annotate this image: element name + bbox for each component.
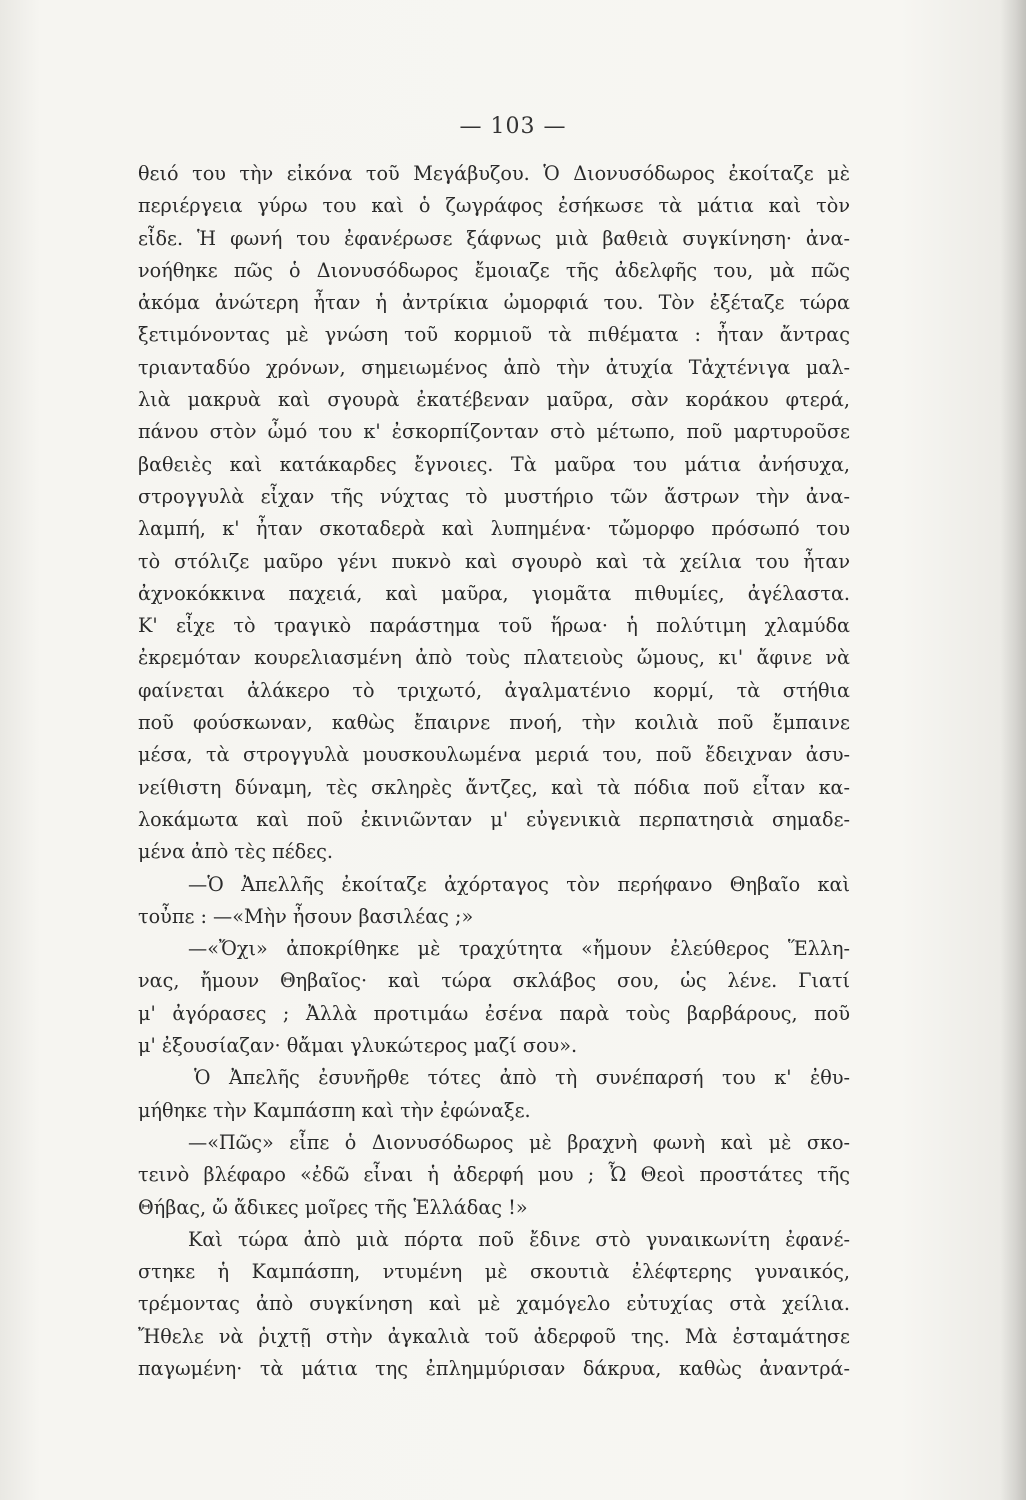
text-line: Ὁ Ἀπελῆς ἐσυνῆρθε τότες ἀπὸ τὴ συνέπαρσή του κ' ἐθυ- — [194, 1066, 850, 1090]
text-line: Ἤθελε νὰ ῥιχτῇ στὴν ἀγκαλιὰ τοῦ ἀδερφοῦ της. Μὰ ἐσταμάτησε — [138, 1324, 850, 1348]
text-line: ἐκρεμόταν κουρελιασμένη ἀπὸ τοὺς πλατειοὺς ὤμους, κι' ἄφινε νὰ — [138, 646, 850, 670]
dialogue-line: μ' ἐξουσίαζαν· θἄμαι γλυκώτερος μαζί σου». — [138, 1034, 578, 1058]
text-line: βαθειὲς καὶ κατάκαρδες ἔγνοιες. Τὰ μαῦρα του μάτια ἀνήσυχα, — [138, 452, 850, 476]
text-line: Κ' εἶχε τὸ τραγικὸ παράστημα τοῦ ἥρωα· ἡ πολύτιμη χλαμύδα — [138, 614, 850, 638]
page-number: — 103 — — [459, 114, 567, 139]
dialogue-line: τεινὸ βλέφαρο «ἐδῶ εἶναι ἡ ἀδερφή μου ; Ὦ Θεοὶ προστάτες τῆς — [138, 1163, 850, 1187]
text-line: θειό του τὴν εἰκόνα τοῦ Μεγάβυζου. Ὁ Διονυσόδωρος ἐκοίταζε μὲ — [138, 162, 850, 185]
text-line: λαμπή, κ' ἦταν σκοταδερὰ καὶ λυπημένα· τὤμορφο πρόσωπό του — [138, 517, 850, 541]
text-line: μήθηκε τὴν Καμπάσπη καὶ τὴν ἐφώναξε. — [138, 1098, 531, 1122]
text-line: παγωμένη· τὰ μάτια της ἐπλημμύρισαν δάκρυα, καθὼς ἀναντρά- — [138, 1356, 850, 1380]
text-line: φαίνεται ἀλάκερο τὸ τριχωτό, ἀγαλματένιο κορμί, τὰ στήθια — [138, 678, 850, 702]
text-line: πάνου στὸν ὦμό του κ' ἐσκορπίζονταν στὸ μέτωπο, ποῦ μαρτυροῦσε — [138, 420, 850, 444]
text-line: τὸ στόλιζε μαῦρο γένι πυκνὸ καὶ σγουρὸ καὶ τὰ χείλια του ἦταν — [138, 549, 850, 573]
text-line: νοήθηκε πῶς ὁ Διονυσόδωρος ἔμοιαζε τῆς ἀδελφῆς του, μὰ πῶς — [138, 258, 850, 282]
text-line: Καὶ τώρα ἀπὸ μιὰ πόρτα ποῦ ἔδινε στὸ γυναικωνίτη ἐφανέ- — [188, 1227, 850, 1251]
text-line: ξετιμόνοντας μὲ γνώση τοῦ κορμιοῦ τὰ πιθέματα : ἦταν ἄντρας — [138, 323, 850, 347]
dialogue-line: Θήβας, ὤ ἄδικες μοῖρες τῆς Ἑλλάδας !» — [138, 1195, 528, 1219]
text-line: ἀχνοκόκκινα παχειά, καὶ μαῦρα, γιομᾶτα πιθυμίες, ἀγέλαστα. — [138, 581, 850, 605]
text-line: στρογγυλὰ εἶχαν τῆς νύχτας τὸ μυστήριο τῶν ἄστρων τὴν ἀνα- — [138, 484, 850, 508]
text-line: περιέργεια γύρω του καὶ ὁ ζωγράφος ἐσήκωσε τὰ μάτια καὶ τὸν — [138, 194, 850, 218]
dialogue-line: —«Ὄχι» ἀποκρίθηκε μὲ τραχύτητα «ἤμουν ἐλεύθερος Ἕλλη- — [188, 937, 850, 961]
page-edge-shadow — [1000, 0, 1026, 1500]
body-text — [138, 158, 850, 1385]
text-line: μένα ἀπὸ τὲς πέδες. — [138, 840, 333, 864]
dialogue-line: τοὖπε : —«Μὴν ἦσουν βασιλέας ;» — [138, 904, 474, 928]
text-line: στηκε ἡ Καμπάσπη, ντυμένη μὲ σκουτιὰ ἐλέφτερης γυναικός, — [138, 1260, 850, 1284]
text-line: νείθιστη δύναμη, τὲς σκληρὲς ἄντζες, καὶ τὰ πόδια ποῦ εἶταν κα- — [138, 775, 850, 799]
text-line: λοκάμωτα καὶ ποῦ ἐκινιῶνταν μ' εὐγενικιὰ περπατησιὰ σημαδε- — [138, 807, 850, 831]
text-line: ποῦ φούσκωναν, καθὼς ἔπαιρνε πνοή, τὴν κοιλιὰ ποῦ ἔμπαινε — [138, 711, 850, 735]
dialogue-line: —Ὁ Ἀπελλῆς ἐκοίταζε ἀχόρταγος τὸν περήφανο Θηβαῖο καὶ — [188, 872, 850, 896]
text-line: ἀκόμα ἀνώτερη ἦταν ἡ ἀντρίκια ὠμορφιά του. Τὸν ἐξέταζε τώρα — [138, 291, 850, 315]
dialogue-line: νας, ἤμουν Θηβαῖος· καὶ τώρα σκλάβος σου, ὡς λένε. Γιατί — [138, 969, 850, 993]
dialogue-line: —«Πῶς» εἶπε ὁ Διονυσόδωρος μὲ βραχνὴ φωνὴ καὶ μὲ σκο- — [188, 1130, 850, 1154]
text-line: εἶδε. Ἡ φωνή του ἐφανέρωσε ξάφνως μιὰ βαθειὰ συγκίνηση· ἀνα- — [138, 226, 850, 250]
text-line: τριανταδύο χρόνων, σημειωμένος ἀπὸ τὴν ἀτυχία Τἀχτένιγα μαλ- — [138, 355, 850, 379]
text-line: λιὰ μακρυὰ καὶ σγουρὰ ἐκατέβεναν μαῦρα, σὰν κοράκου φτερά, — [138, 388, 850, 412]
text-line: μέσα, τὰ στρογγυλὰ μουσκουλωμένα μεριά του, ποῦ ἔδειχναν ἀσυ- — [138, 743, 850, 767]
dialogue-line: μ' ἀγόρασες ; Ἀλλὰ προτιμάω ἐσένα παρὰ τοὺς βαρβάρους, ποῦ — [138, 1001, 850, 1025]
text-line: τρέμοντας ἀπὸ συγκίνηση καὶ μὲ χαμόγελο εὐτυχίας στὰ χείλια. — [138, 1292, 850, 1316]
